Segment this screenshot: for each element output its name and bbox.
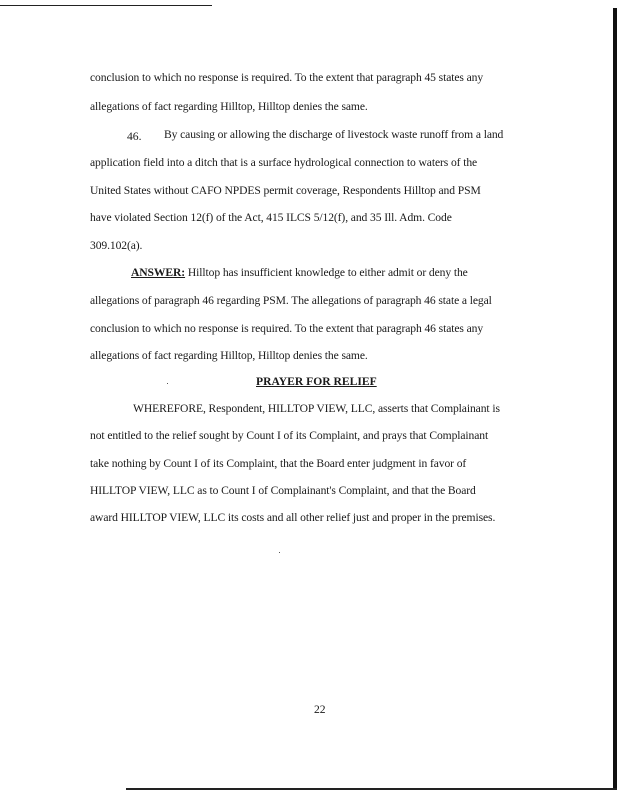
scan-edge-top [0, 5, 212, 6]
answer-first-line [131, 266, 468, 279]
prayer-first-line: WHEREFORE, Respondent, HILLTOP VIEW, LLC, asserts that Complainant is [133, 402, 500, 415]
paragraph-46-first-line: By causing or allowing the discharge of livestock waste runoff from a land [164, 128, 504, 141]
prayer-line: take nothing by Count I of its Complaint, that the Board enter judgment in favor of [90, 457, 467, 470]
answer-line: conclusion to which no response is required. To the extent that paragraph 46 states any [90, 322, 484, 335]
scan-edge-bottom [126, 788, 617, 790]
answer-text: Hilltop has insufficient knowledge to either admit or deny the [187, 266, 468, 279]
body-line: allegations of fact regarding Hilltop, Hilltop denies the same. [90, 100, 368, 113]
answer-label: ANSWER: [131, 266, 186, 279]
paragraph-46-line: have violated Section 12(f) of the Act, 415 ILCS 5/12(f), and 35 Ill. Adm. Code [90, 211, 452, 224]
section-heading: PRAYER FOR RELIEF [256, 375, 377, 388]
scan-speck [279, 552, 280, 553]
scan-speck [167, 383, 168, 384]
body-line: conclusion to which no response is required. To the extent that paragraph 45 states any [90, 71, 484, 84]
paragraph-46-line: 309.102(a). [90, 239, 143, 252]
answer-line: allegations of fact regarding Hilltop, Hilltop denies the same. [90, 349, 368, 362]
paragraph-46-line: application field into a ditch that is a surface hydrological connection to waters of the [90, 156, 478, 169]
page-number: 22 [314, 703, 326, 716]
prayer-line: award HILLTOP VIEW, LLC its costs and all other relief just and proper in the premises. [90, 511, 496, 524]
prayer-line: HILLTOP VIEW, LLC as to Count I of Complainant's Complaint, and that the Board [90, 484, 476, 497]
paragraph-number: 46. [127, 130, 142, 143]
prayer-line: not entitled to the relief sought by Count I of its Complaint, and prays that Complainant [90, 429, 489, 442]
answer-line: allegations of paragraph 46 regarding PSM. The allegations of paragraph 46 state a legal [90, 294, 492, 307]
paragraph-46-line: United States without CAFO NPDES permit coverage, Respondents Hilltop and PSM [90, 184, 481, 197]
scan-edge-right [613, 8, 617, 790]
